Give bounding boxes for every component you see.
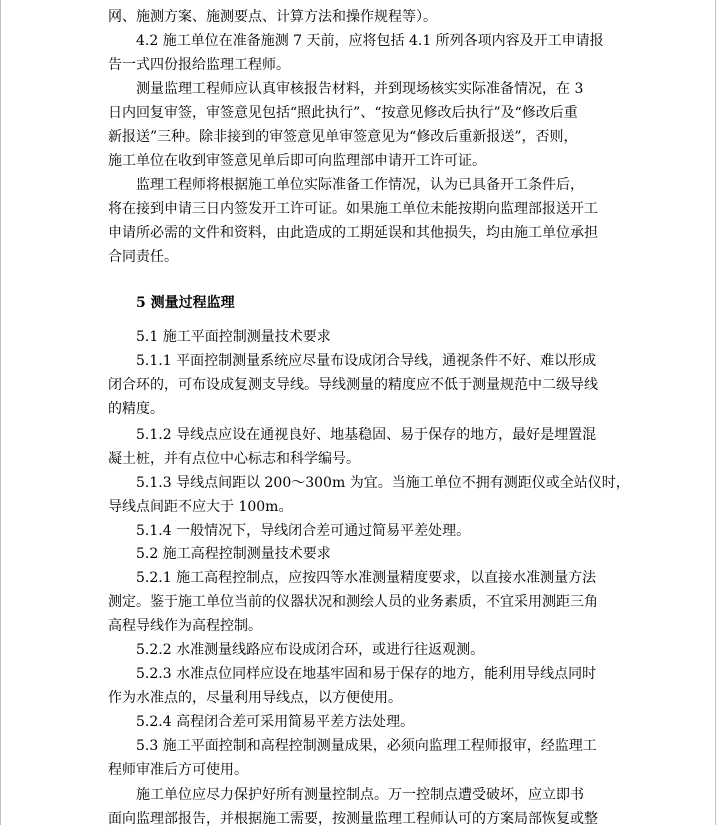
text-line: 施工单位应尽力保护好所有测量控制点。万一控制点遭受破坏，应立即书 (136, 787, 584, 803)
text-line: 导线点间距不应大于 100m。 (108, 499, 293, 515)
text-line: 闭合环的，可布设成复测支导线。导线测量的精度应不低于测量规范中二级导线 (108, 377, 598, 393)
text-line: 新报送”三种。除非接到的审签意见单审签意见为“修改后重新报送”，否则， (108, 129, 578, 145)
text-line: 5.1.3 导线点间距以 200～300m 为宜。当施工单位不拥有测距仪或全站仪时， (136, 475, 630, 491)
text-line: 测量监理工程师应认真审核报告材料，并到现场核实实际准备情况，在 3 (136, 81, 584, 97)
text-line: 施工单位在收到审签意见单后即可向监理部申请开工许可证。 (108, 153, 486, 169)
text-line: 5.2.3 水准点位同样应设在地基牢固和易于保存的地方，能利用导线点同时 (136, 666, 597, 682)
text-line: 日内回复审签，审签意见包括“照此执行”、“按意见修改后执行”及“修改后重 (108, 105, 578, 121)
text-line: 的精度。 (108, 401, 164, 417)
text-line: 5.2.2 水准测量线路应布设成闭合环，或进行往返观测。 (136, 642, 485, 658)
text-line: 告一式四份报给监理工程师。 (108, 57, 290, 73)
text-line: 5.1.1 平面控制测量系统应尽量布设成闭合导线，通视条件不好、难以形成 (136, 353, 597, 369)
text-line: 将在接到申请三日内签发开工许可证。如果施工单位未能按期向监理部报送开工 (108, 201, 598, 217)
text-line: 5.3 施工平面控制和高程控制测量成果，必须向监理工程师报审，经监理工 (136, 738, 597, 754)
text-line: 合同责任。 (108, 249, 178, 265)
text-line: 程师审准后方可使用。 (108, 762, 248, 778)
text-line: 5.2.4 高程闭合差可采用简易平差方法处理。 (136, 714, 415, 730)
text-line: 5.2.1 施工高程控制点，应按四等水准测量精度要求，以直接水准测量方法 (136, 570, 597, 586)
text-line: 4.2 施工单位在准备施测 7 天前，应将包括 4.1 所列各项内容及开工申请报 (136, 33, 604, 49)
text-line: 申请所必需的文件和资料，由此造成的工期延误和其他损失，均由施工单位承担 (108, 225, 598, 241)
subsection-heading: 5.2 施工高程控制测量技术要求 (136, 546, 331, 562)
text-line: 5.1.4 一般情况下，导线闭合差可通过简易平差处理。 (136, 523, 471, 539)
text-line: 作为水准点的，尽量利用导线点，以方便使用。 (108, 690, 402, 706)
section-heading: 5 测量过程监理 (136, 295, 235, 311)
text-line: 5.1.2 导线点应设在通视良好、地基稳固、易于保存的地方，最好是埋置混 (136, 427, 597, 443)
text-line: 网、施测方案、施测要点、计算方法和操作规程等）。 (108, 9, 437, 25)
text-line: 测定。鉴于施工单位当前的仪器状况和测绘人员的业务素质，不宜采用测距三角 (108, 594, 598, 610)
text-line: 高程导线作为高程控制。 (108, 618, 262, 634)
text-line: 面向监理部报告，并根据施工需要，按测量监理工程师认可的方案局部恢复或整 (108, 811, 598, 827)
text-line: 监理工程师将根据施工单位实际准备工作情况，认为已具备开工条件后， (136, 177, 584, 193)
text-line: 凝土桩，并有点位中心标志和科学编号。 (108, 451, 360, 467)
subsection-heading: 5.1 施工平面控制测量技术要求 (136, 329, 331, 345)
